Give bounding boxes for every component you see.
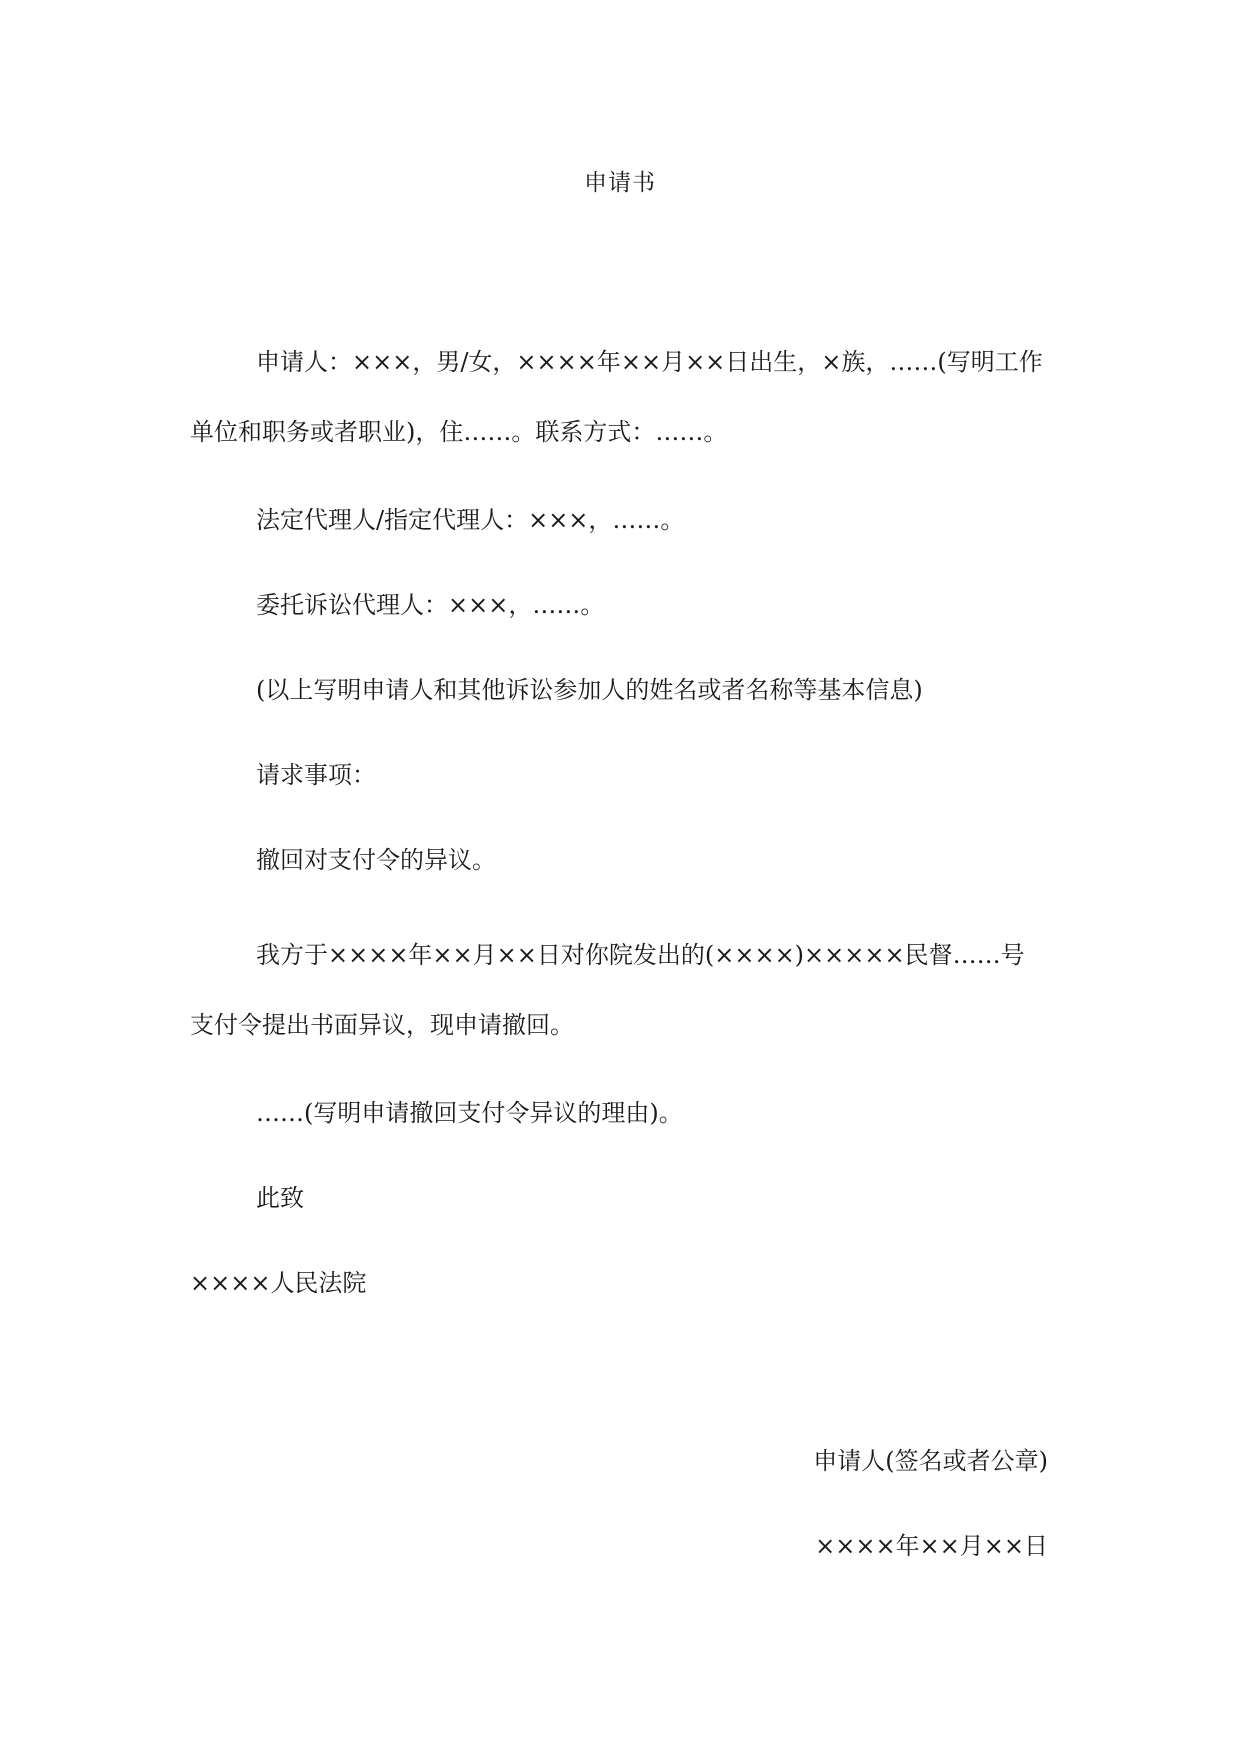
- applicant-paragraph: 申请人：×××，男/女，××××年××月××日出生，×族，……(写明工作单位和职务或者职业)，住……。联系方式：……。: [190, 348, 1043, 446]
- salutation: 此致: [256, 1184, 304, 1212]
- participants-note: (以上写明申请人和其他诉讼参加人的姓名或者名称等基本信息): [256, 676, 923, 704]
- claims-heading: 请求事项：: [256, 761, 376, 789]
- date-line: ××××年××月××日: [815, 1532, 1048, 1560]
- signature-line: 申请人(签名或者公章): [813, 1447, 1048, 1475]
- claim-item: 撤回对支付令的异议。: [256, 846, 496, 874]
- court-name: ××××人民法院: [190, 1269, 367, 1297]
- legal-representative-line: 法定代理人/指定代理人：×××，……。: [256, 506, 685, 534]
- reason-line: ……(写明申请撤回支付令异议的理由)。: [256, 1099, 683, 1127]
- agent-line: 委托诉讼代理人：×××，……。: [256, 591, 605, 619]
- document-title: 申请书: [584, 170, 656, 196]
- facts-paragraph: 我方于××××年××月××日对你院发出的(××××)×××××民督……号支付令提出书面异议，现申请撤回。: [190, 941, 1025, 1039]
